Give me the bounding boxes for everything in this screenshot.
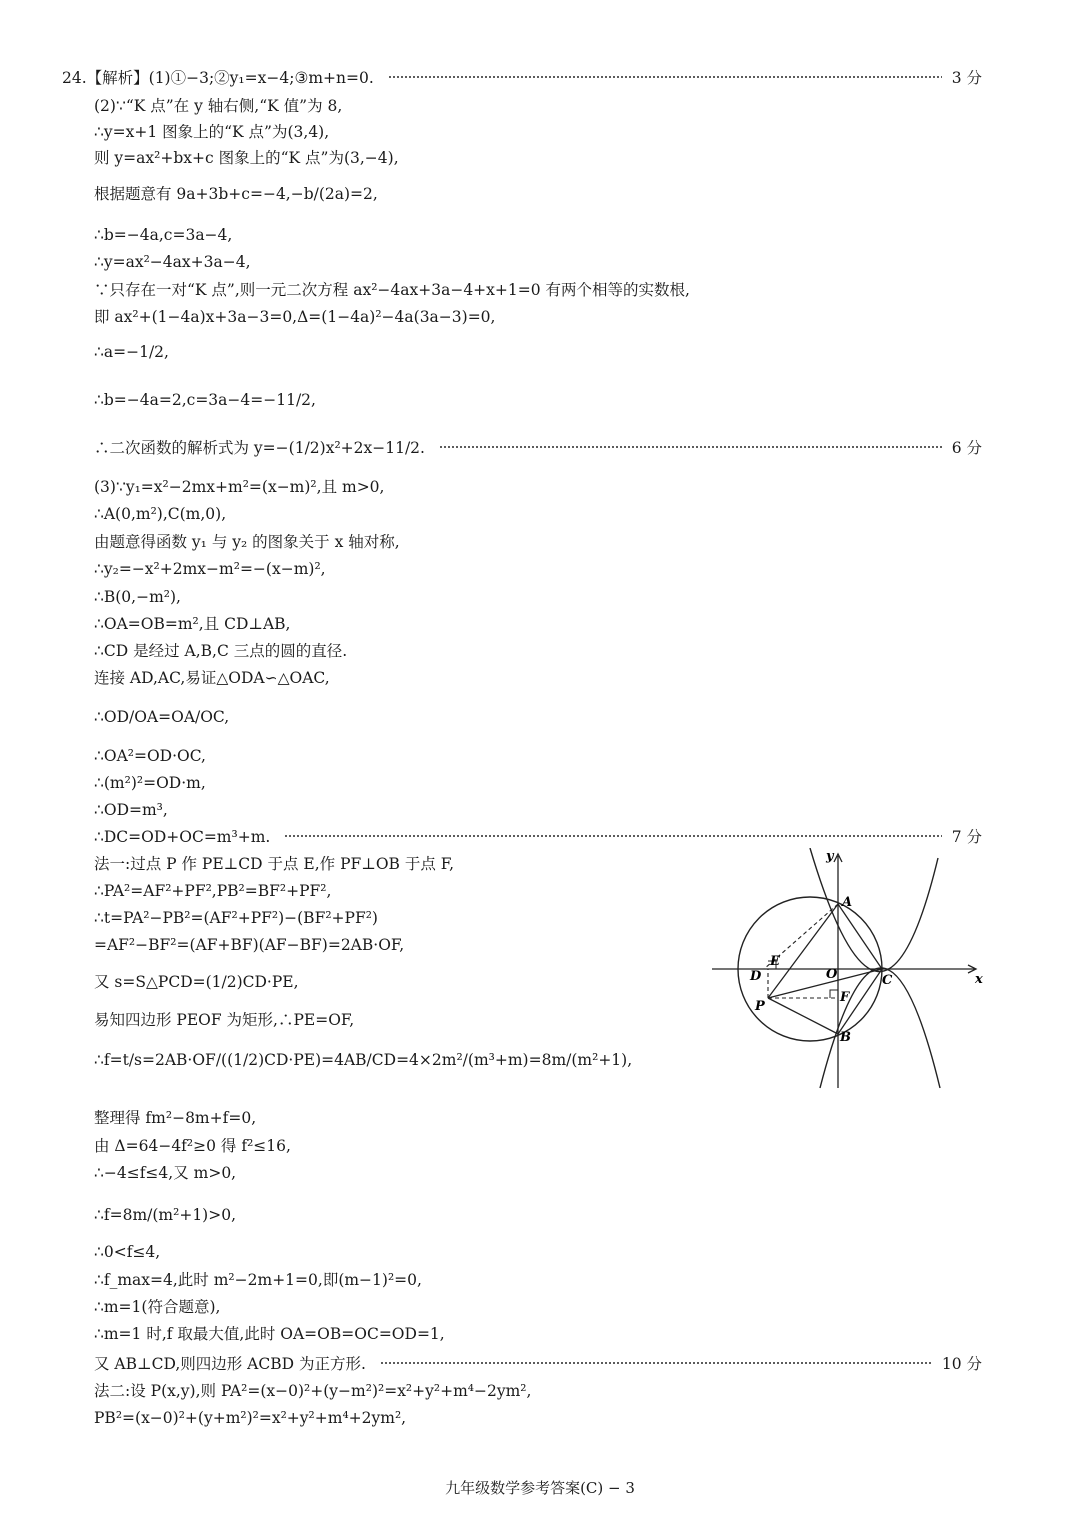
text-line: ∴B(0,−m²), <box>94 588 181 606</box>
text-line: 法二:设 P(x,y),则 PA²=(x−0)²+(y−m²)²=x²+y²+m⁴−2ym², <box>94 1382 532 1400</box>
geometry-figure <box>710 848 990 1098</box>
text-line: ∴a=−1/2, <box>94 343 169 361</box>
score-label: 10 分 <box>941 1355 982 1373</box>
leader-dots <box>388 76 942 78</box>
text-line: 根据题意有 9a+3b+c=−4,−b/(2a)=2, <box>94 185 378 203</box>
text-line: 易知四边形 PEOF 为矩形,∴PE=OF, <box>94 1011 355 1029</box>
text-line: ∴f=8m/(m²+1)>0, <box>94 1206 236 1224</box>
text-line: ∴OD=m³, <box>94 801 168 819</box>
segment-PB <box>768 998 838 1034</box>
text-line: ∴y=x+1 图象上的“K 点”为(3,4), <box>94 123 330 141</box>
score-label: 7 分 <box>951 828 982 846</box>
text-line: ∴f=t/s=2AB·OF/((1/2)CD·PE)=4AB/CD=4×2m²/(m³+m)=8m/(m²+1), <box>94 1051 633 1069</box>
text-line: ∴−4≤f≤4,又 m>0, <box>94 1164 237 1182</box>
text-line: 即 ax²+(1−4a)x+3a−3=0,Δ=(1−4a)²−4a(3a−3)=0, <box>94 308 496 326</box>
text-line: ∵只存在一对“K 点”,则一元二次方程 ax²−4ax+3a−4+x+1=0 有两个相等的实数根, <box>94 281 690 299</box>
text-line: ∴b=−4a=2,c=3a−4=−11/2, <box>94 391 316 409</box>
label-O: O <box>826 967 838 982</box>
label-E: E <box>770 954 780 969</box>
text-line: (2)∵“K 点”在 y 轴右侧,“K 值”为 8, <box>94 97 343 115</box>
text-line: ∴m=1 时,f 取最大值,此时 OA=OB=OC=OD=1, <box>94 1325 445 1343</box>
text-line: ∴0<f≤4, <box>94 1243 161 1261</box>
text-line: ∴y=ax²−4ax+3a−4, <box>94 253 251 271</box>
text-line: 连接 AD,AC,易证△ODA∽△OAC, <box>94 669 330 687</box>
text-line: ∴OD/OA=OA/OC, <box>94 708 230 726</box>
segment-AP <box>768 904 838 998</box>
label-P: P <box>755 999 765 1014</box>
text-line: ∴m=1(符合题意), <box>94 1298 221 1316</box>
parabola-y1 <box>810 848 938 972</box>
score-label: 6 分 <box>951 439 982 457</box>
page-footer: 九年级数学参考答案(C) − 3 <box>445 1479 635 1497</box>
text-line: ∴二次函数的解析式为 y=−(1/2)x²+2x−11/2. <box>94 439 425 457</box>
text-line: ∴b=−4a,c=3a−4, <box>94 226 233 244</box>
text-line: ∴t=PA²−PB²=(AF²+PF²)−(BF²+PF²) <box>94 909 378 927</box>
score-label: 3 分 <box>951 69 982 87</box>
label-B: B <box>840 1030 851 1045</box>
label-C: C <box>882 973 893 988</box>
text-line: 由 Δ=64−4f²≥0 得 f²≤16, <box>94 1137 291 1155</box>
text-line: 又 s=S△PCD=(1/2)CD·PE, <box>94 973 299 991</box>
right-angle-F <box>830 990 838 998</box>
text-line: (3)∵y₁=x²−2mx+m²=(x−m)²,且 m>0, <box>94 478 385 496</box>
leader-dots <box>284 835 941 837</box>
text-line: ∴OA=OB=m²,且 CD⊥AB, <box>94 615 291 633</box>
text-line: ∴f_max=4,此时 m²−2m+1=0,即(m−1)²=0, <box>94 1271 422 1289</box>
text-line: 则 y=ax²+bx+c 图象上的“K 点”为(3,−4), <box>94 149 399 167</box>
leader-dots <box>439 446 942 448</box>
text-line: 法一:过点 P 作 PE⊥CD 于点 E,作 PF⊥OB 于点 F, <box>94 855 455 873</box>
text-line: ∴A(0,m²),C(m,0), <box>94 505 227 523</box>
text-line: 由题意得函数 y₁ 与 y₂ 的图象关于 x 轴对称, <box>94 533 400 551</box>
label-x: x <box>975 972 983 987</box>
text-line: ∴(m²)²=OD·m, <box>94 774 206 792</box>
text-line: 又 AB⊥CD,则四边形 ACBD 为正方形. <box>94 1355 366 1373</box>
text-line: ∴CD 是经过 A,B,C 三点的圆的直径. <box>94 642 348 660</box>
text-line: ∴y₂=−x²+2mx−m²=−(x−m)², <box>94 560 326 578</box>
label-y: y <box>826 849 834 864</box>
segment-AC <box>838 904 882 969</box>
label-F: F <box>840 990 850 1005</box>
text-line: 24.【解析】(1)①−3;②y₁=x−4;③m+n=0. <box>62 69 374 87</box>
text-line: ∴DC=OD+OC=m³+m. <box>94 828 271 846</box>
text-line: =AF²−BF²=(AF+BF)(AF−BF)=2AB·OF, <box>94 936 405 954</box>
text-line: ∴OA²=OD·OC, <box>94 747 206 765</box>
label-A: A <box>842 895 853 910</box>
text-line: 整理得 fm²−8m+f=0, <box>94 1109 257 1127</box>
text-line: ∴PA²=AF²+PF²,PB²=BF²+PF², <box>94 882 332 900</box>
text-line: PB²=(x−0)²+(y+m²)²=x²+y²+m⁴+2ym², <box>94 1409 407 1427</box>
label-D: D <box>750 969 762 984</box>
leader-dots <box>380 1362 932 1364</box>
